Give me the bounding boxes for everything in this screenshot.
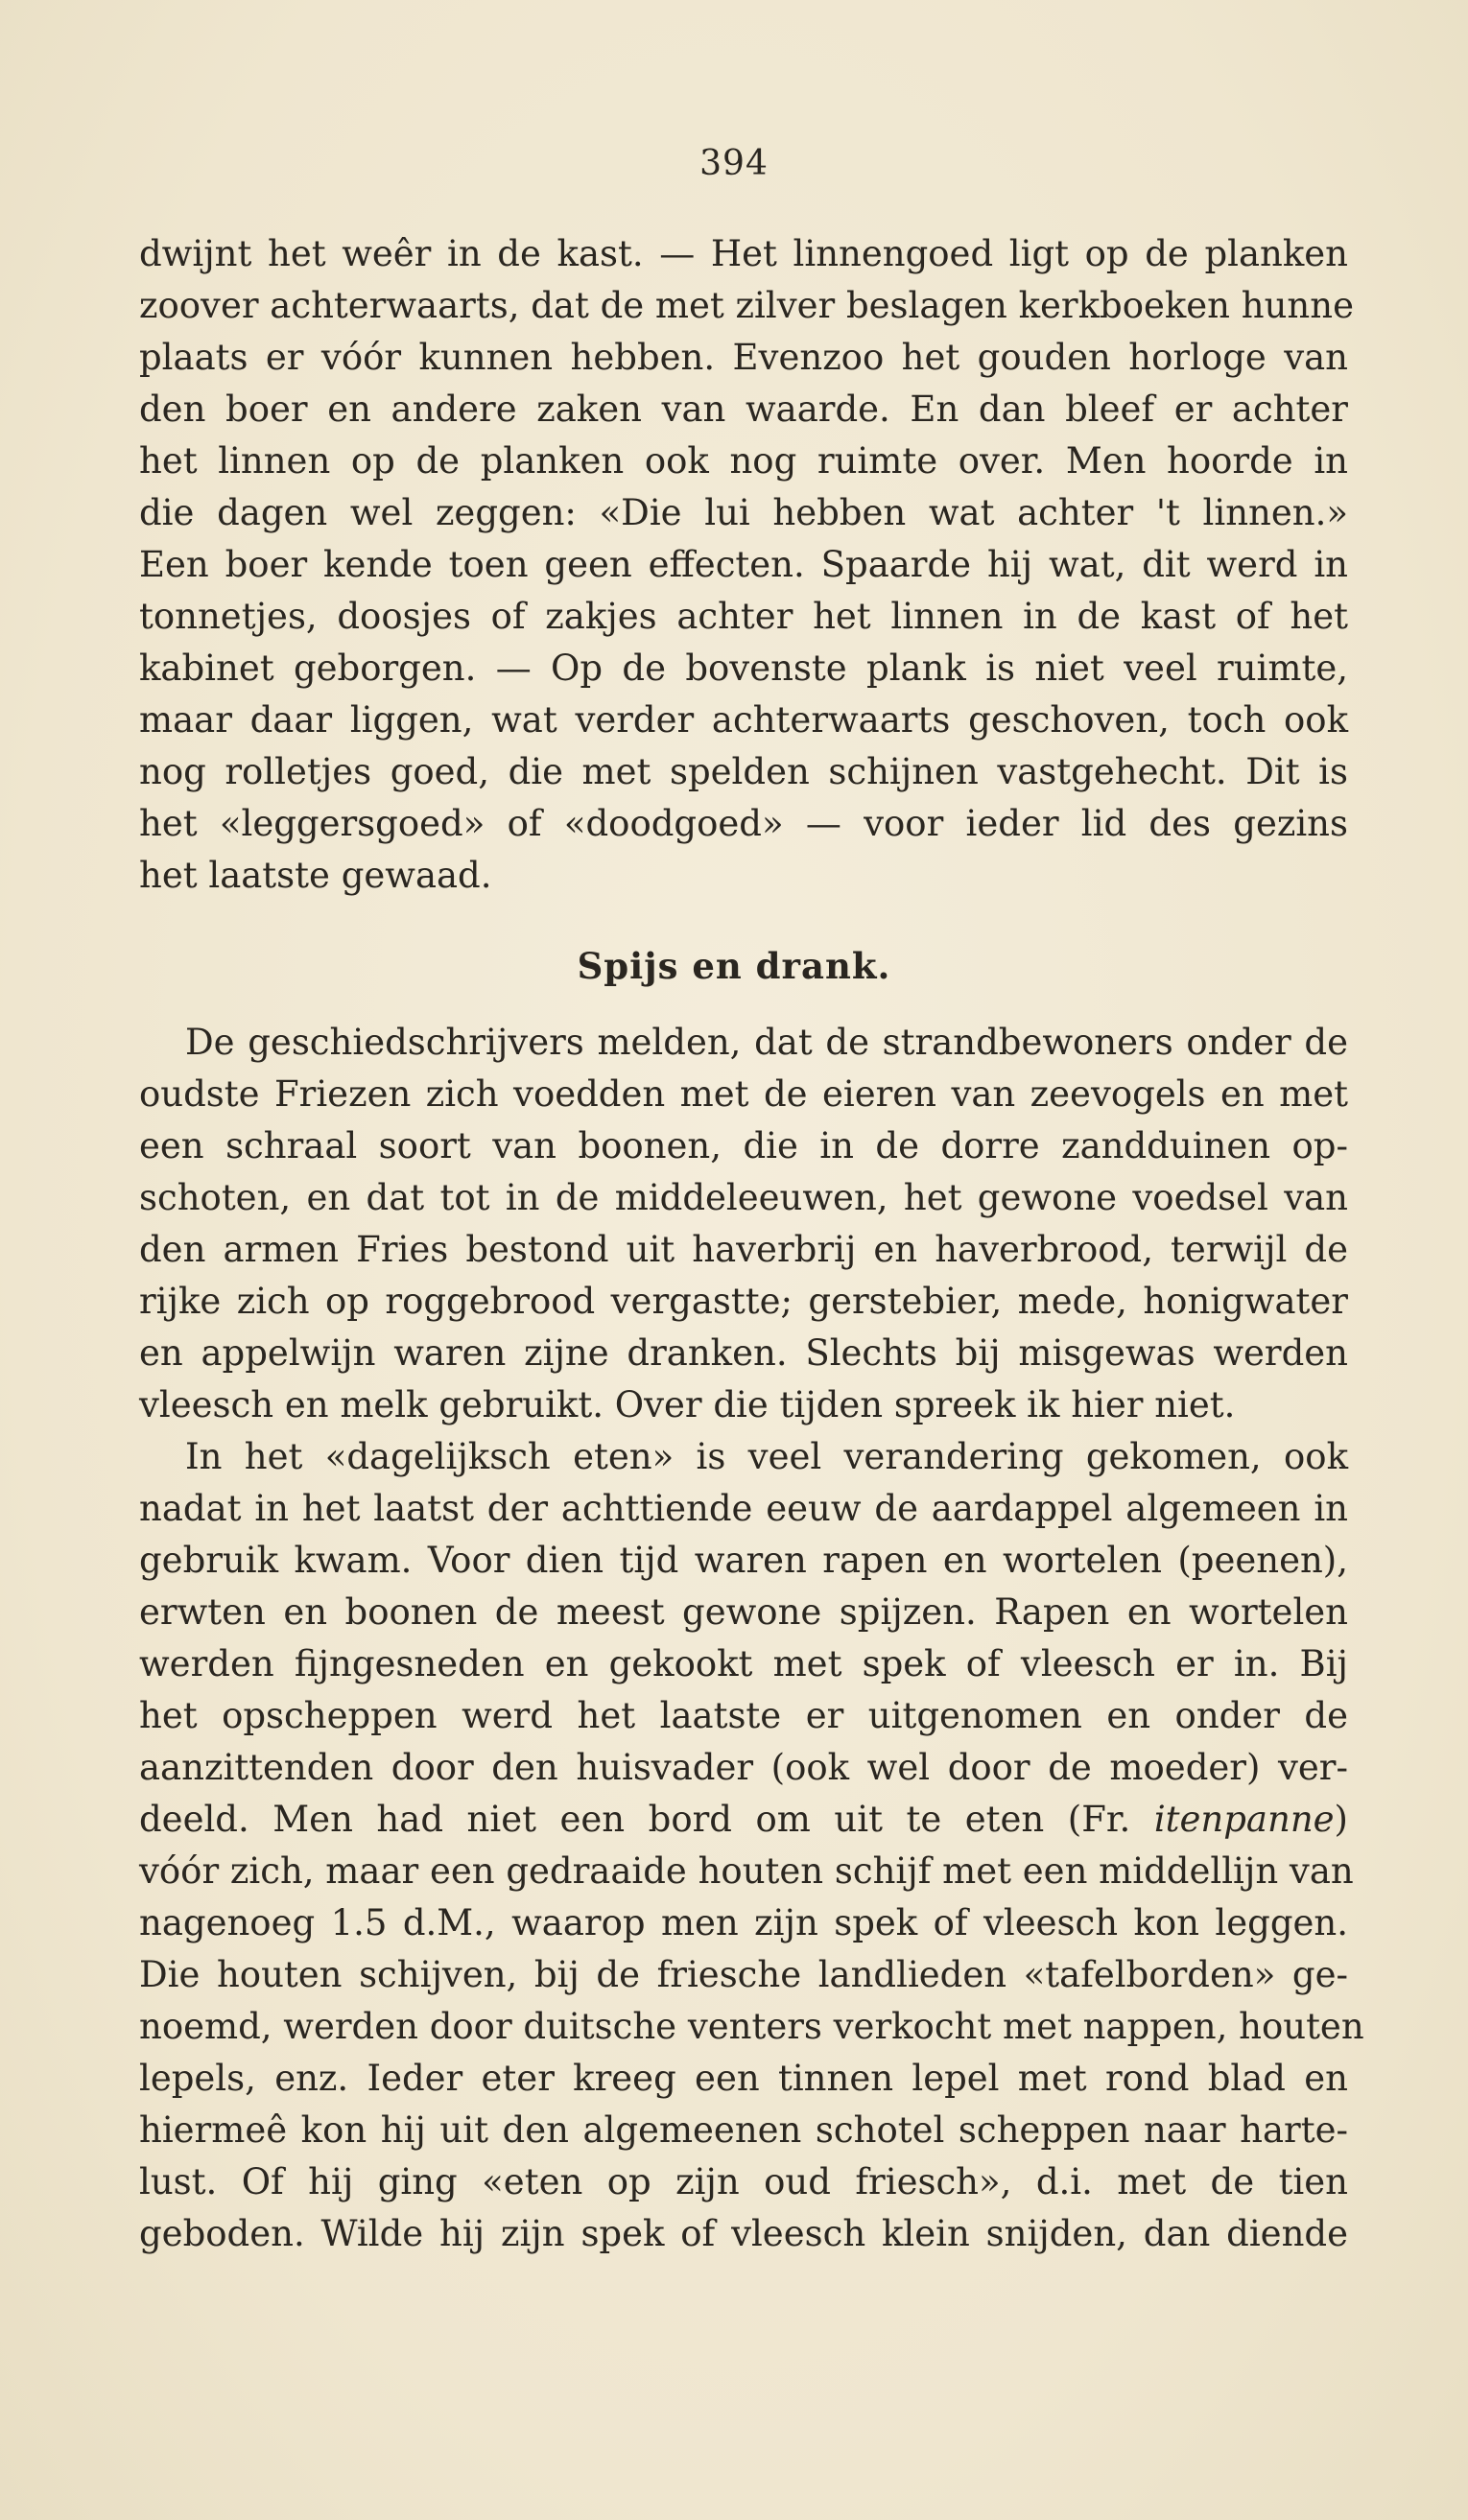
- text-line: het linnen op de planken ook nog ruimte over. Men hoorde in: [139, 440, 1348, 482]
- text-line: vleesch en melk gebruikt. Over die tijden spreek ik hier niet.: [139, 1384, 1236, 1425]
- text-line: het laatste gewaad.: [139, 855, 492, 896]
- text-line: rijke zich op roggebrood vergastte; gerstebier, mede, honigwater: [139, 1281, 1348, 1322]
- text-line: erwten en boonen de meest gewone spijzen. Rapen en wortelen: [139, 1591, 1348, 1633]
- text-line: nadat in het laatst der achttiende eeuw de aardappel algemeen in: [139, 1488, 1348, 1529]
- text-line: lust. Of hij ging «eten op zijn oud friesch», d.i. met de tien: [139, 2161, 1348, 2202]
- text-line-part: ): [1334, 1799, 1348, 1840]
- italic-term: itenpanne: [1153, 1799, 1335, 1840]
- text-line: tonnetjes, doosjes of zakjes achter het linnen in de kast of het: [139, 596, 1348, 637]
- text-line: kabinet geborgen. — Op de bovenste plank is niet veel ruimte,: [139, 648, 1348, 689]
- text-line: dwijnt het weêr in de kast. — Het linnengoed ligt op de planken: [139, 233, 1348, 274]
- text-line: maar daar liggen, wat verder achterwaarts geschoven, toch ook: [139, 699, 1348, 741]
- text-line: Die houten schijven, bij de friesche landlieden «tafelborden» ge-: [139, 1954, 1348, 1995]
- text-line: het opscheppen werd het laatste er uitgenomen en onder de: [139, 1695, 1348, 1736]
- text-line: den armen Fries bestond uit haverbrij en haverbrood, terwijl de: [139, 1229, 1348, 1270]
- page-number: 394: [699, 144, 769, 183]
- text-line: Een boer kende toen geen effecten. Spaarde hij wat, dit werd in: [139, 544, 1348, 585]
- text-line: zoover achterwaarts, dat de met zilver beslagen kerkboeken hunne: [139, 285, 1354, 326]
- text-line: gebruik kwam. Voor dien tijd waren rapen en wortelen (peenen),: [139, 1540, 1348, 1581]
- text-line: De geschiedschrijvers melden, dat de strandbewoners onder de: [185, 1022, 1348, 1063]
- text-line: oudste Friezen zich voedden met de eieren van zeevogels en met: [139, 1073, 1348, 1115]
- text-line: nog rolletjes goed, die met spelden schijnen vastgehecht. Dit is: [139, 751, 1348, 792]
- text-line: hiermeê kon hij uit den algemeenen schotel scheppen naar harte-: [139, 2109, 1348, 2151]
- text-line: een schraal soort van boonen, die in de dorre zandduinen op-: [139, 1125, 1348, 1166]
- section-heading: Spijs en drank.: [577, 945, 891, 987]
- text-line: In het «dagelijksch eten» is veel verandering gekomen, ook: [185, 1436, 1348, 1477]
- text-line: nagenoeg 1.5 d.M., waarop men zijn spek of vleesch kon leggen.: [139, 1902, 1348, 1943]
- text-line: plaats er vóór kunnen hebben. Evenzoo het gouden horloge van: [139, 337, 1348, 378]
- text-line: den boer en andere zaken van waarde. En dan bleef er achter: [139, 389, 1348, 430]
- text-line: die dagen wel zeggen: «Die lui hebben wat achter 't linnen.»: [139, 492, 1348, 533]
- text-line: schoten, en dat tot in de middeleeuwen, het gewone voedsel van: [139, 1177, 1348, 1218]
- text-line: werden fijngesneden en gekookt met spek of vleesch er in. Bij: [139, 1643, 1348, 1684]
- text-line: het «leggersgoed» of «doodgoed» — voor ieder lid des gezins: [139, 803, 1348, 844]
- text-line-with-italic: [139, 1794, 1348, 1846]
- text-line: vóór zich, maar een gedraaide houten schijf met een middellijn van: [139, 1850, 1354, 1892]
- text-line: en appelwijn waren zijne dranken. Slechts bij misgewas werden: [139, 1332, 1348, 1374]
- text-line: geboden. Wilde hij zijn spek of vleesch klein snijden, dan diende: [139, 2213, 1348, 2254]
- text-line-part: deeld. Men had niet een bord om uit te eten (Fr.: [139, 1799, 1131, 1840]
- text-line: aanzittenden door den huisvader (ook wel door de moeder) ver-: [139, 1747, 1348, 1788]
- text-line: lepels, enz. Ieder eter kreeg een tinnen lepel met rond blad en: [139, 2058, 1348, 2099]
- text-line: noemd, werden door duitsche venters verkocht met nappen, houten: [139, 2006, 1364, 2047]
